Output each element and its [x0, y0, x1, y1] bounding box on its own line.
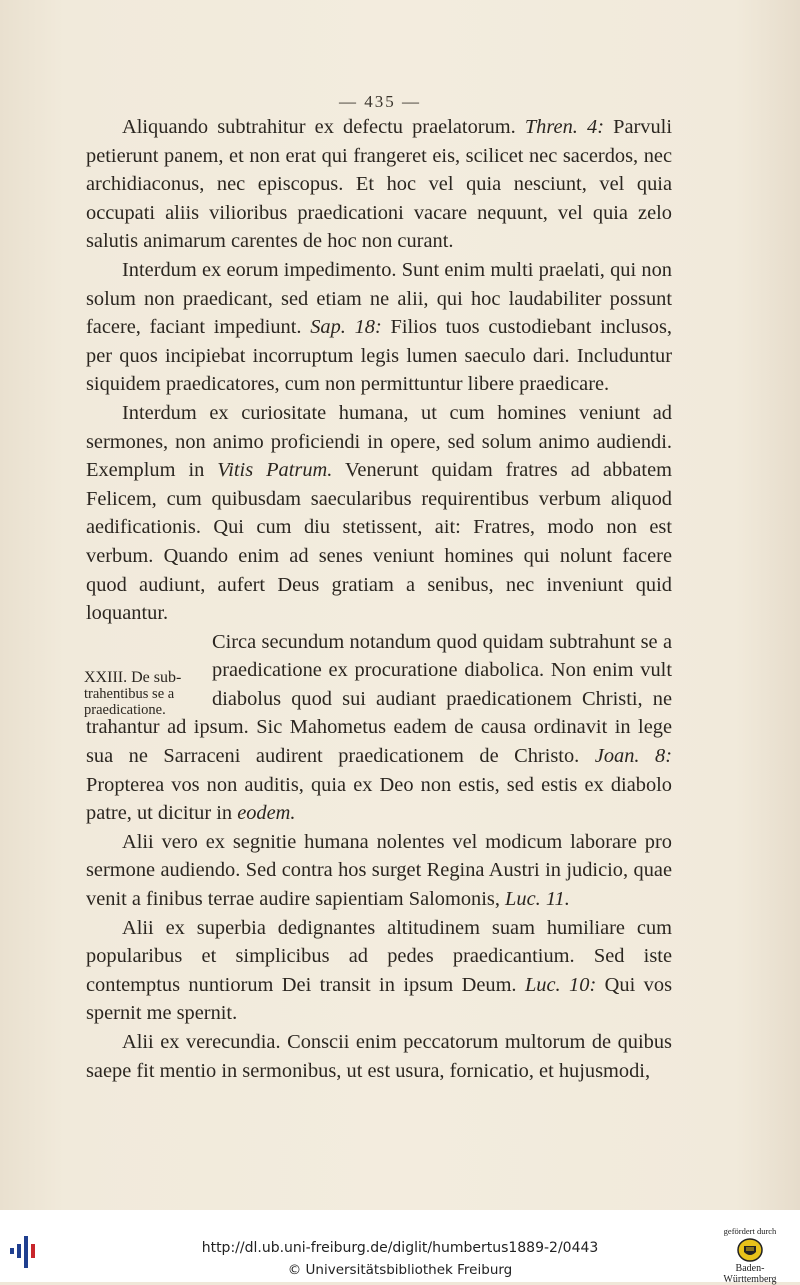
citation: Vitis Patrum.	[217, 459, 333, 482]
citation: Luc. 11.	[505, 888, 570, 911]
paragraph	[86, 256, 672, 399]
text-run: Filios tuos custodiebant inclusos, per quos incipiebat incorruptum legis lumen saeculo dari. Includuntur siquidem praedicatores, cum non permittuntur libere praedicare.	[86, 316, 672, 396]
text-run: Venerunt quidam fratres ad abbatem Felicem, cum quibusdam saecularibus requirentibus verbum aliquod aedificationis. Qui cum diu stetissent, ait: Fratres, modo non est verbum. Quando enim ad senes veniunt homines qui nolunt facere quod audiunt, aufert Deus gratiam a senibus, nec inveniunt quid loquantur.	[86, 459, 672, 625]
paragraph	[86, 914, 672, 1028]
paragraph	[86, 828, 672, 914]
margin-note	[84, 670, 214, 718]
text-run: Parvuli petierunt panem, et non erat qui frangeret eis, scilicet nec sacerdos, nec archidiaconus, nec episcopus. Et hoc vel quia nesciunt, vel quia occupati aliis vilioribus praedicationi vacare nequunt, vel quia zelo salutis animarum carentes de hoc non curant.	[86, 116, 673, 253]
citation: eodem.	[237, 802, 296, 825]
text-run: Circa secundum notandum quod quidam subtrahunt se a praedicatione ex procuratione diabolica. Non enim vult diabolus quod sui audiant praedicationem Christi, ne trahantur ad ipsum. Sic Mahometus eadem de causa ordinavit in lege sua ne Sarraceni audirent praedicationem de Christo.	[86, 630, 672, 768]
footer	[0, 1210, 800, 1285]
text-run: Alii ex superbia dedignantes altitudinem suam humiliare cum popularibus et simplicibus ad pedes praedicantium. Sed iste contemptus nuntiorum Dei transit in ipsum Deum.	[86, 916, 672, 996]
paragraph	[86, 628, 672, 828]
citation: Thren. 4:	[524, 116, 604, 138]
margin-note-line: XXIII. De sub-	[84, 669, 182, 686]
page-number: — 435 —	[339, 92, 421, 111]
text-run: Aliquando subtrahitur ex defectu praelatorum.	[122, 116, 525, 138]
text-run: Interdum ex curiositate humana, ut cum homines veniunt ad sermones, non animo proficiendi in opere, sed solum animo audiendi. Exemplum in	[86, 401, 672, 482]
copyright-text: © Universitätsbibliothek Freiburg	[287, 1262, 513, 1278]
body-text	[86, 113, 672, 1085]
source-url-link[interactable]: http://dl.ub.uni-freiburg.de/diglit/humbertus1889-2/0443	[201, 1240, 599, 1256]
citation: Sap. 18:	[310, 316, 382, 339]
funding-badge	[712, 1226, 788, 1285]
coat-of-arms-icon	[737, 1238, 763, 1262]
text-run: Interdum ex eorum impedimento. Sunt enim multi praelati, qui non solum non praedicant, sed etiam ne alii, qui hoc laudabiliter possunt facere, faciant impediunt.	[86, 258, 672, 339]
text-run: Alii ex verecundia. Conscii enim peccatorum multorum de quibus saepe fit mentio in sermonibus, ut est usura, fornicatio, et hujusmodi,	[86, 1031, 672, 1082]
margin-note-line: praedicatione.	[84, 702, 166, 718]
paragraph	[86, 399, 672, 628]
margin-note-line: trahentibus se a	[84, 686, 175, 702]
text-run: Alii vero ex segnitie humana nolentes vel modicum laborare pro sermone audiendo. Sed contra hos surget Regina Austri in judicio, quae venit a finibus terrae audire sapientiam Salomonis,	[86, 830, 672, 911]
citation: Luc. 10:	[524, 973, 597, 996]
paragraph	[86, 113, 672, 256]
funder-label: Baden-Württemberg	[723, 1263, 777, 1285]
text-run: Qui vos spernit me spernit.	[86, 973, 673, 1025]
citation: Joan. 8:	[594, 745, 672, 768]
paragraph	[86, 1028, 672, 1085]
funded-by-label: gefördert durch	[723, 1226, 777, 1236]
text-run: Propterea vos non auditis, quia ex Deo non estis, sed estis ex diabolo patre, ut dicitur in	[86, 773, 672, 825]
